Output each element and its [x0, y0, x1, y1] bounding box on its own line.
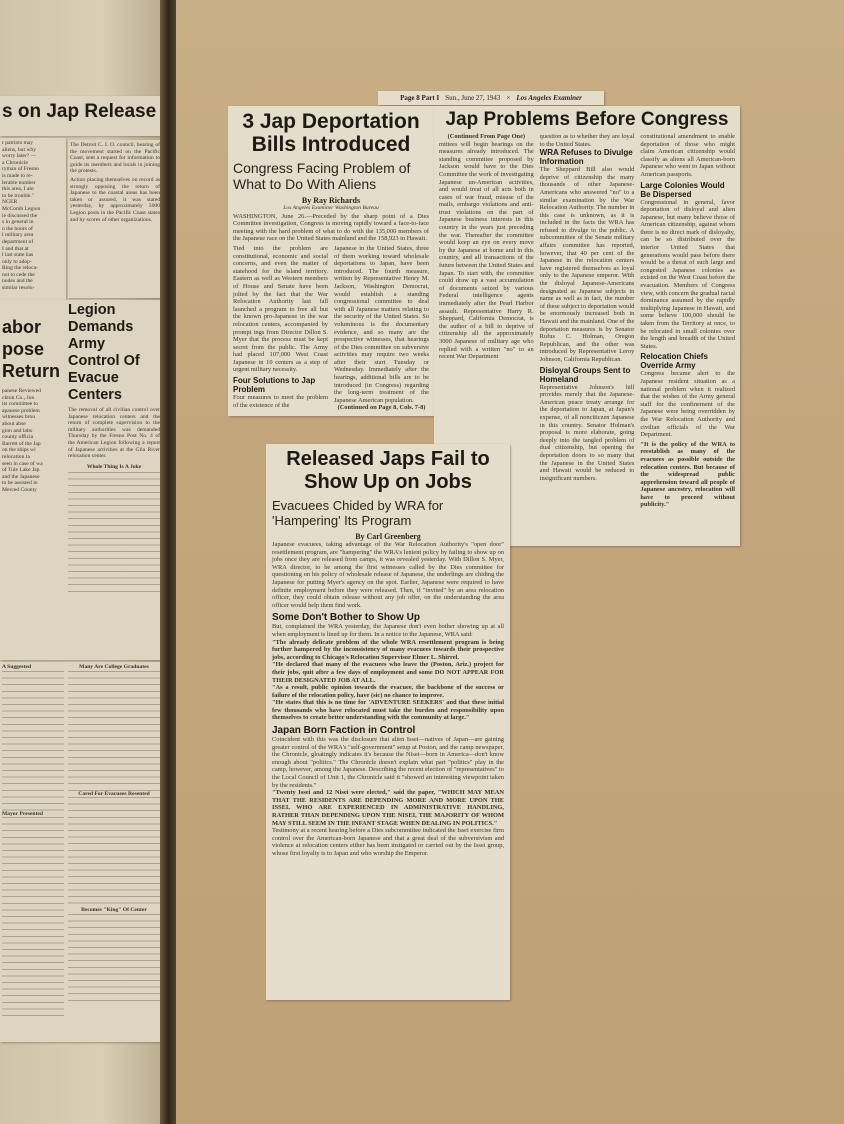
left-subhead-presented: Mayor Presented: [2, 810, 43, 817]
left-col-a-lower-line: Barrett of the Jap: [2, 440, 41, 447]
left-col-a-line: McComb Legion: [2, 205, 41, 212]
left-filler-3: [2, 817, 64, 1017]
left-subhead-cared: Cared For Evacuees Resented: [78, 790, 150, 797]
article2-col3-subhead: Large Colonies Would Be Dispersed: [640, 180, 725, 199]
left-col-a-line: aliens, but why: [2, 146, 37, 153]
left-col-a-line: l military area: [2, 232, 34, 239]
left-scrapbook-page: [0, 0, 168, 1124]
article1-col1-subhead: Four Solutions to Jap Problem: [233, 376, 316, 395]
left-clipping-bottom: [0, 662, 162, 1042]
article1-headline: 3 Jap Deportation Bills Introduced: [242, 110, 420, 156]
left-headline-labor: abor pose Return: [2, 317, 60, 381]
article1-col1: Tied into the problem are constitutional, economic and social concerns, and even the matter of statehood for the island territory. Eastern as well as Western members of House and Senate have been jolted by the fact that the War Relocation Authority last fall launched a program to free all but the known pro-Japanese in the war relocation centers, accompanied by prompt ings from Director Dillon S. Myer that the process must be kept secret from the public. The Army had placed 107,000 West Coast Japanese in 10 centers as a step of urgent military necessity.: [233, 244, 328, 374]
left-col-a-lower-line: relocation la: [2, 453, 30, 460]
article2-headline: Jap Problems Before Congress: [445, 109, 729, 130]
left-col-a-lower-line: ckton Co., Jun: [2, 394, 35, 401]
article3-quote3: "As a result, public opinion towards the evacuee, the backbone of the success or failure of the relocation policy, have (sic) no chance to improve.: [272, 684, 504, 699]
left-clipping-col-b: [68, 140, 162, 298]
left-col-a-lower-line: apanese problem: [2, 407, 40, 414]
left-col-a-lower-line: county officia: [2, 434, 34, 441]
article3-quote1: "The already delicate problem of the whole WRA resettlement program is being further hampered by the inconsistency of many evacuees towards their prospective jobs, according to Chicago's Relocation Supervisor Elmer L. Shirrel.: [272, 638, 504, 661]
left-col-a-lower-line: witnesses brou: [2, 414, 36, 421]
left-col-a-lower-line: panese Reviewed: [2, 388, 41, 394]
left-col-a-line: NGER: [2, 199, 18, 206]
left-col-a-lower-line: about abse: [2, 420, 26, 427]
article2-col2-b: Representative Johnson's bill provides merely that the Japanese-American peace treaty arrange for the deportation to Japan, at Japan's expense, of all nonciticzen Japanese in this country. Senator Holman's proposal is more elaborate, going deeply into the tangled problem of dual citizenship, but opening the deportation doors to so many that the Japanese in the United States and Hawaii would be reduced to insignificant numbers.: [539, 383, 635, 482]
left-col-a-line: is made to re-: [2, 172, 33, 179]
article3-subhead2: Some Don't Bother to Show Up: [272, 612, 420, 624]
article3-headline: Released Japs Fail to Show Up on Jobs: [286, 448, 490, 493]
left-clipping-col-a: [0, 138, 66, 300]
left-col-a-line: similar resolu-: [2, 285, 35, 292]
article2-col2-subhead2: Disloyal Groups Sent to Homeland: [539, 365, 631, 384]
left-col-a-line: this area, I am: [2, 186, 34, 193]
left-col-a-lower-line: gion and labo: [2, 427, 33, 434]
left-col-a-line: a Chronicle: [2, 159, 28, 166]
left-col-a-line: to be trouble.": [2, 192, 34, 199]
left-subhead-suggested: A Suggested: [2, 664, 32, 670]
left-col-a-line: ie discussed the: [2, 212, 38, 219]
left-col-a-line: department of: [2, 238, 34, 245]
article2-col3-subhead2: Relocation Chiefs Override Army: [640, 352, 708, 371]
left-col-a-lower-line: to be assisted in: [2, 480, 38, 487]
article3-lead: Japanese evacuees, taking advantage of the War Relocation Authority's "open door" resettlement program, are "hampering" the WRA's lenient policy by failing to show up on jobs once they are released from camps, it was revealed yesterday. With Dillon S. Myer, WRA director, to be among the first witnesses called by the Dies committee for questioning on his policy of wholesale release of Japanese, the underlings are chiding the Japanese for putting Myer's agency on the spot. Earlier, Japanese were required to have definite employment before they were released. Then, if "invited" by an area relocation officer, they could obtain release without any job offer, on the understanding the area officer would help them find work.: [272, 541, 504, 609]
left-subhead-joke: Whole Thing Is A Joke: [86, 463, 142, 470]
left-col-a-lower-line: of Tule Lake Jap: [2, 467, 40, 474]
article-deportation-bills: [228, 106, 434, 416]
left-clipping-legion: [0, 300, 162, 660]
article2-continued-from: (Continued From Page One): [447, 132, 526, 140]
article1-lead: WASHINGTON, June 26.—Preceded by the sharp point of a Dies Committee investigation, Congress is moving rapidly toward a face-to-face meeting with the hard problem of what to do with the 135,000 members of the Japanese race on the United States mainland and the 158,923 in Hawaii.: [233, 212, 429, 243]
left-legion-text: The removal of all civilian control over Japanese relocation centers and the return of complete supervision to the military authorities was demanded Thursday by the Fresno Post No. 4 of the American Legion following a report of Japanese activities at the Gila River relocation center.: [68, 407, 160, 460]
left-col-a-line: s in general in: [2, 219, 34, 226]
article1-continued: (Continued on Page 8, Cols. 7-8): [337, 404, 426, 412]
left-col-a-lower-line: and the Japanese: [2, 473, 40, 480]
left-subhead-college: Many Are College Graduates: [79, 664, 149, 670]
left-col-a-text: [2, 140, 64, 292]
left-clipping-top: [0, 96, 162, 136]
left-col-a-lower: [2, 388, 64, 494]
article3-subhead3: Japan Born Faction in Control: [272, 725, 416, 737]
article3-byline: By Carl Greenberg: [355, 532, 421, 541]
article2-col1: mittees will begin hearings on the measures already introduced. The standing committee proposed by Jackson would have to the Dies Committee the work of investigating Japanese un-American activities, and would treat of all acts both in cases of war fraud, misuse of the mails, embargo violations and anti-trust violations on the part of Japanese business interests in this country in the years just preceding the war. Thereafter the committee would keep an eye on every move by the Japanese at home and in this country, and all transactions of the future between the United States and Japan. To start with, the committee could draw up a vast accumulation of documents seized by various Federal intelligence agents immediately after the Pearl Harbor assault. Representative Harry R. Sheppard, California Democrat, is the author of a bill to deprive of citizenship all the approximately 3000 Japanese of military age who replied with a written "no" to an recent War Department: [439, 140, 534, 361]
left-headline-legion: Legion Demands Army Control Of Evacue Centers: [68, 302, 140, 403]
left-col-a-lower-line: seen in case of wa: [2, 460, 43, 467]
article1-byline: By Ray Richards: [301, 196, 361, 205]
left-filler-2: [2, 671, 64, 811]
article1-bureau: Los Angeles Examiner Washington Bureau: [283, 205, 379, 211]
left-col-a-lower-line: on the ships wi: [2, 447, 36, 454]
left-col-b-top: The Detroit C. I. O. council, hearing of the movement started on the Pacific Coast, sent a request for information to guide its members and locals in joining the protests.: [70, 142, 160, 175]
article2-col3-b: Congress became alert to the Japanese resident situation as a national problem when it realized that the wishes of the Army general staff for the confinement of the Japanese were being overridden by the War Relocation Authority and civilian officials of the War Department.: [640, 370, 736, 439]
masthead-strip: [378, 91, 604, 105]
article2-col2: The Sheppard Bill also would deprive of citizenship the many thousands of other Japanese-Americans who answered "no" to a similar examination by the War Relocation Authority. The number in this case is unknown, as it is included in the facts the WRA has refused to divulge to the public. A subcommittee of the Senate military affairs committee has reported, however, that 40 per cent of the Japanese in the relocation centers have registered themselves as loyal only to the Japanese emperor. With the disloyal Japanese-Americans designated as Japanese subjects in name as well as in fact, the number of these subject to deportation would be enormously increased both in Hawaii and the mainland. One of the deportation measures is by Senator Rufus C. Holman, Oregon Republican, and the other was introduced by Representative Leroy Johnson, California Republican.: [539, 166, 635, 363]
article3-body3: Coincident with this was the disclosure that alien Issei—natives of Japan—are gaining greater control of the WRA's "self-government" setup at Poston, and the camp newspaper, the Chronicle, gloatingly indicates it's because the Nisei—born in America—don't know enough about "politics." The Chronicle doesn't explain what part "politics" play in the camp, however, among the Japanese. Describing the recent election of "representatives" to the Local Council of Unit 1, the Chronicle said it "showed an interesting viewpoint taken by the residents.": [272, 736, 504, 789]
left-filler-6: [68, 914, 160, 1004]
left-col-a-line: lerable number: [2, 179, 36, 186]
article2-col3: constitutional amendment to enable deportation of those who might claim American citizenship would classify as aliens all American-born Japanese who went to Japan without American passports.: [640, 132, 736, 178]
left-col-a-line: r patriots may: [2, 140, 34, 146]
left-col-a-line: Ring the reloca-: [2, 265, 39, 272]
article3-body4: Testimony at a recent hearing before a Dies subcommittee indicated the Issei exercise firm control over the American-born Japanese and that a great deal of the subversivism and violence at relocation centers either has been instigated or carried out by the Issei group, whose first loyalty is to Japan and who worship the Emperor.: [272, 827, 504, 857]
article3-quote5: "Twenty Issei and 12 Nisei were elected," said the paper, "WHICH MAY MEAN THAT THE RESIDENTS ARE DEPENDING MORE AND MORE UPON THE ISSEI, WHO ARE EXPERIENCED IN ADMINISTRATIVE HANDLING, RATHER THAN DEPENDING UPON THE NISEI, THE MAJORITY OF WHOM MAY STILL SEEM IN THE INFANT STAGE WHEN DEALING IN POLITICS.": [272, 789, 504, 827]
left-col-a-line: I and that at: [2, 245, 29, 252]
left-filler-5: [68, 797, 160, 907]
left-col-a-line: worry later? —: [2, 153, 37, 160]
article3-quote2: "He declared that many of the evacuees who leave the (Poston, Ariz.) project for their jobs, quit after a few days of employment and some DO NOT APPEAR FOR THEIR DESIGNATED JOB AT ALL.: [272, 661, 504, 684]
left-col-a-line: nodes and the: [2, 278, 33, 285]
article2-col3-quote: "It is the policy of the WRA to reestablish as many of the evacuees as possible outside the relocation centers. But because of the widespread public apprehension toward all people of Japanese ancestry, relocation will have to proceed without publicity.": [640, 440, 736, 509]
left-col-a-line: only to adop-: [2, 258, 32, 265]
left-col-a-lower-line: its committee to: [2, 401, 39, 408]
masthead-paper: Los Angeles Examiner: [516, 94, 582, 102]
left-headline-top: s on Jap Release: [2, 101, 157, 122]
masthead-separator: ×: [506, 94, 511, 102]
masthead-date: Sun., June 27, 1943: [445, 94, 501, 102]
left-col-a-lower-line: Merced County: [2, 486, 37, 493]
article3-quote4: "He states that this is no time for 'ADVENTURE SEEKERS' and that these initial few thousands who have relocated must take the burden and responsibility upon themselves to create better understanding with the community at large.": [272, 699, 504, 722]
masthead-page: Page 8 Part I: [400, 94, 440, 102]
article3-subhead: Evacuees Chided by WRA for 'Hampering' Its Program: [272, 498, 444, 528]
left-col-b-mid: Action placing themselves on record as strongly opposing the return of Japanese to the coastal areas has been taken or assured, it was stated yesterday, by approximately 5000 Legion posts in the Pacific Coast states and by scores of other organizations.: [70, 176, 160, 223]
article1-col1-tail: Four measures to meet the problem of the existence of the: [233, 394, 328, 409]
article1-col2: Japanese in the United States, three of them working toward wholesale deportations to Japan, have been introduced. The fourth measure, written by Representative Henry M. Jackson, Washington Democrat, would establish a standing congressional committee to deal with all Japanese matters relating to the security of the United States. So voluminous is the documentary evidence, and so many are the prospective witnesses, that hearings of the Dies committee on subversive activities may require two weeks after their start Tuesday or Wednesday. Immediately after the hearings, additional bills are to be introduced (in Congress) regarding the long-term treatment of the Japanese American population.: [334, 244, 429, 404]
left-filler-4: [68, 671, 160, 791]
article2-col2-subhead: WRA Refuses to Divulge Information: [539, 148, 633, 167]
left-subhead-king: Becomes "King" Of Center: [81, 907, 147, 914]
left-col-a-line: ryman of Fresno: [2, 166, 39, 173]
left-col-a-line: l last state has: [2, 252, 34, 259]
article3-body2: But, complained the WRA yesterday, the Japanese don't even bother showing up at all when employment is lined up for them. In a notice to the Japanese, WRA said:: [272, 623, 504, 638]
left-filler-1: [68, 472, 160, 592]
left-col-a-line: n the hours of: [2, 225, 33, 232]
article2-col2-head: question as to whether they are loyal to the United States.: [539, 132, 635, 148]
left-col-a-line: not to cede the: [2, 271, 35, 278]
article2-col3-a: Congressional in general, favor deportation of disloyal and alien Japanese, but many believe those of American citizenship, against whom there is no direct mark of disloyalty, can be so distributed over the interior United States that generations would pass before there would be a threat of such large and congested Japanese colonies as existed on the West Coast before the evacuation. Members of Congress view, with concern the gradual racial dominance assumed by the rapidly multiplying Japanese in Hawaii, and some believe 100,000 should be taken from the Territory at once, to be relocated in small colonies over the length and breadth of the United States.: [640, 198, 736, 350]
article-released-japs: [266, 444, 510, 1000]
article1-subhead: Congress Facing Problem of What to Do With Aliens: [233, 160, 411, 192]
